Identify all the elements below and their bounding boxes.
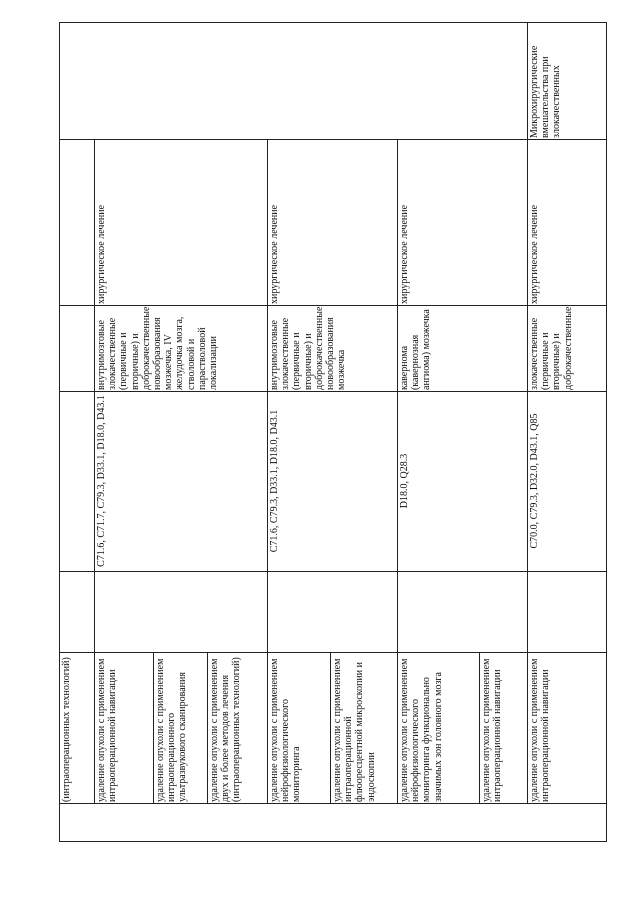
table-border-right bbox=[59, 22, 607, 23]
method-divider-2 bbox=[207, 653, 208, 804]
method-cell: удаление опухоли с применением интраоперационного ультразвукового сканирования bbox=[155, 658, 189, 802]
model-cell: внутримозговые злокачественные (первичные и вторичные) и доброкачественные новообразования мозжечка, IV желудочка мозга, стволовой и парастволовой локализации bbox=[96, 306, 220, 390]
model-cell: злокачественные (первичные и вторичные) и доброкачественные bbox=[529, 306, 574, 390]
table-border-bottom bbox=[606, 22, 607, 842]
codes-cell: D18.0, Q28.3 bbox=[399, 453, 410, 509]
treatment-cell: хирургическое лечение bbox=[96, 204, 107, 304]
rotated-table bbox=[59, 22, 607, 842]
model-cell: внутримозговые злокачественные (первичные и вторичные) и доброкачественные новообразования мозжечка bbox=[269, 306, 348, 390]
table-border-top bbox=[59, 22, 60, 842]
treatment-cell: хирургическое лечение bbox=[399, 204, 410, 304]
codes-cell: C71.6, C71.7, C79.3, D33.1, D18.0, D43.1 bbox=[96, 395, 107, 567]
col-divider-5 bbox=[59, 652, 607, 653]
group-label-cell: Микрохирургические вмешательства при злокачественных bbox=[529, 45, 563, 138]
row-divider-sub2 bbox=[267, 140, 268, 804]
row-divider-sub1 bbox=[94, 140, 95, 804]
codes-cell: C71.6, C79.3, D33.1, D18.0, D43.1 bbox=[269, 409, 280, 553]
method-divider-3 bbox=[330, 653, 331, 804]
col-divider-6 bbox=[59, 803, 607, 804]
treatment-cell: хирургическое лечение bbox=[269, 204, 280, 304]
method-cell: удаление опухоли с применением нейрофизиологического мониторинга bbox=[269, 658, 303, 802]
col-divider-1 bbox=[59, 139, 607, 140]
method-cell: удаление опухоли с применением нейрофизиологического мониторинга функционально значимых зон головного мозга bbox=[399, 658, 444, 802]
col-divider-4 bbox=[59, 571, 607, 572]
method-cell: удаление опухоли с применением интраоперационной навигации bbox=[481, 658, 504, 802]
col-divider-3 bbox=[59, 391, 607, 392]
method-cell: удаление опухоли с применением интраоперационной флюоресцентной микроскопии и эндоскопии bbox=[332, 658, 377, 802]
treatment-cell: хирургическое лечение bbox=[529, 204, 540, 304]
method-cell: удаление опухоли с применением интраоперационной навигации bbox=[96, 658, 119, 802]
model-cell: кавернома (кавернозная ангиома) мозжечка bbox=[399, 309, 433, 390]
method-cell: удаление опухоли с применением интраоперационной навигации bbox=[529, 658, 552, 802]
method-divider-1 bbox=[153, 653, 154, 804]
table-border-left bbox=[59, 841, 607, 842]
codes-cell: C70.0, C79.3, D32.0, D43.1, Q85 bbox=[529, 413, 540, 549]
method-divider-4 bbox=[479, 653, 480, 804]
method-cell: (интраоперационных технологий) bbox=[61, 657, 72, 802]
document-page bbox=[59, 22, 607, 842]
row-divider-group bbox=[527, 22, 528, 804]
method-cell: удаление опухоли с применением двух и более методов лечения (интраоперационных технологий) bbox=[209, 657, 243, 802]
row-divider-sub3 bbox=[397, 140, 398, 804]
